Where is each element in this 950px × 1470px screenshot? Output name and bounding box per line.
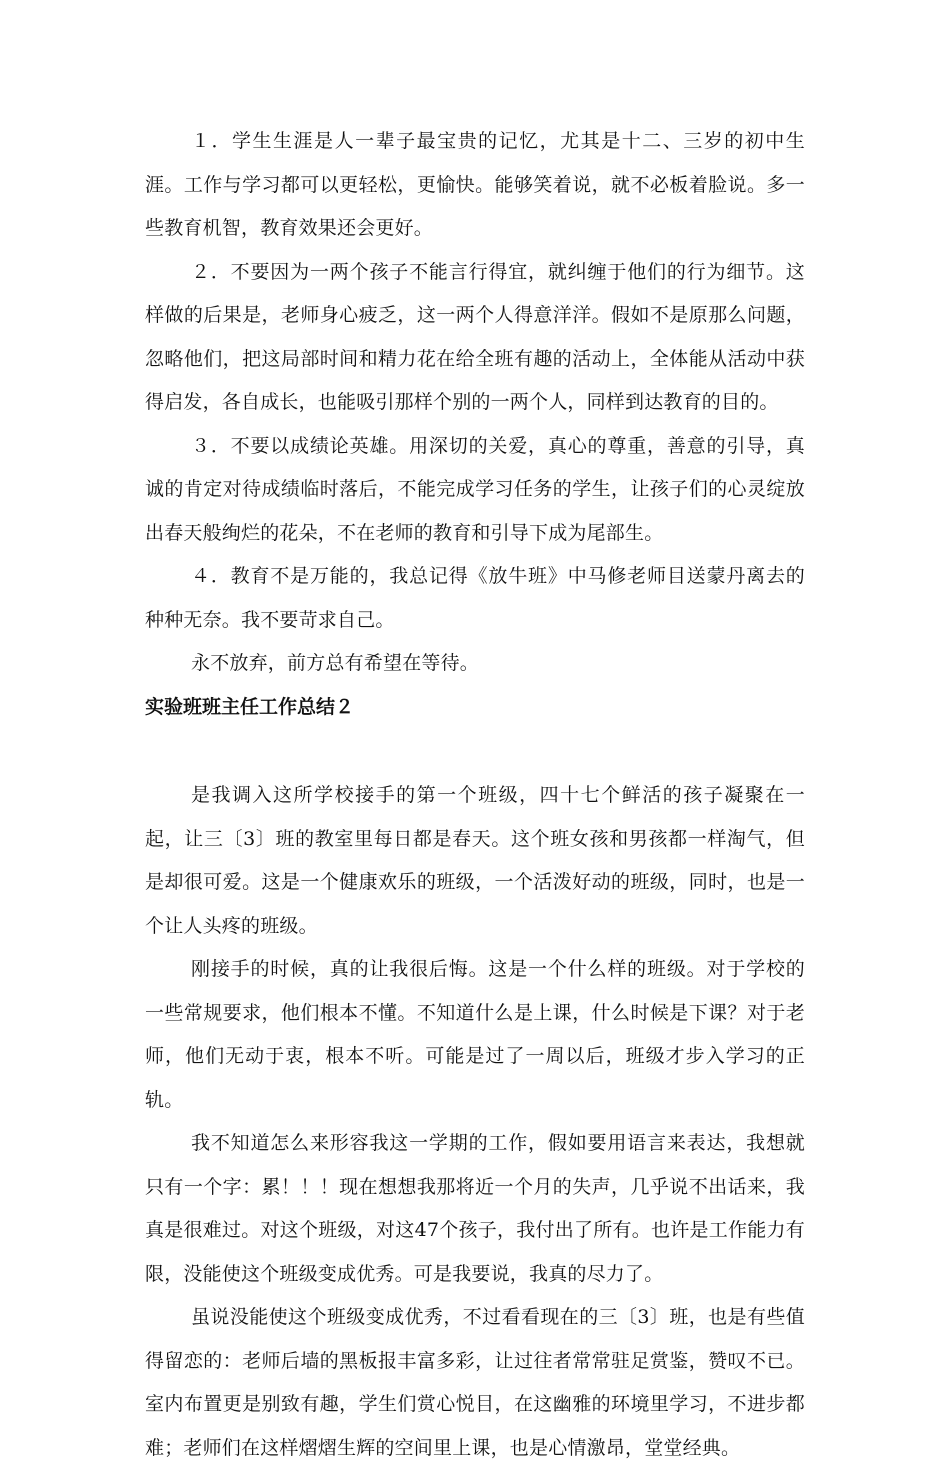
section-gap — [145, 729, 805, 774]
paragraph-tip-3: ３．不要以成绩论英雄。用深切的关爱，真心的尊重，善意的引导，真诚的肯定对待成绩临时落后，不能完成学习任务的学生，让孩子们的心灵绽放出春天般绚烂的花朵，不在老师的教育和引导下成为尾部生。 — [145, 434, 805, 544]
section-heading: 实验班班主任工作总结２ — [145, 695, 355, 718]
paragraph-tip-4: ４．教育不是万能的，我总记得《放牛班》中马修老师目送蒙丹离去的种种无奈。我不要苛求自己。 — [145, 565, 805, 631]
paragraph-achievements: 虽说没能使这个班级变成优秀，不过看看现在的三〔3〕班，也是有些值得留恋的：老师后墙的黑板报丰富多彩，让过往者常常驻足赏鉴，赞叹不已。室内布置更是别致有趣，学生们赏心悦目，在这幽雅的环境里学习，不进步都难；老师们在这样熠熠生辉的空间里上课，也是心情激昂，堂堂经典。 — [145, 1306, 805, 1459]
paragraph-intro: 是我调入这所学校接手的第一个班级，四十七个鲜活的孩子凝聚在一起，让三〔3〕班的教室里每日都是春天。这个班女孩和男孩都一样淘气，但是却很可爱。这是一个健康欢乐的班级，一个活泼好动的班级，同时，也是一个让人头疼的班级。 — [145, 784, 805, 937]
paragraph-first-impression: 刚接手的时候，真的让我很后悔。这是一个什么样的班级。对于学校的一些常规要求，他们根本不懂。不知道什么是上课，什么时候是下课？对于老师，他们无动于衷，根本不听。可能是过了一周以后，班级才步入学习的正轨。 — [145, 958, 805, 1111]
paragraph-tip-1: １．学生生涯是人一辈子最宝贵的记忆，尤其是十二、三岁的初中生涯。工作与学习都可以更轻松，更愉快。能够笑着说，就不必板着脸说。多一些教育机智，教育效果还会更好。 — [145, 130, 805, 239]
paragraph-effort: 我不知道怎么来形容我这一学期的工作，假如要用语言来表达，我想就只有一个字：累！！！现在想想我那将近一个月的失声，几乎说不出话来，我真是很难过。对这个班级，对这47个孩子，我付出了所有。也许是工作能力有限，没能使这个班级变成优秀。可是我要说，我真的尽力了。 — [145, 1132, 805, 1285]
paragraph-closing: 永不放弃，前方总有希望在等待。 — [191, 652, 480, 674]
paragraph-tip-2: ２．不要因为一两个孩子不能言行得宜，就纠缠于他们的行为细节。这样做的后果是，老师身心疲乏，这一两个人得意洋洋。假如不是原那么问题，忽略他们，把这局部时间和精力花在给全班有趣的活动上，全体能从活动中获得启发，各自成长，也能吸引那样个别的一两个人，同样到达教育的目的。 — [145, 260, 805, 413]
